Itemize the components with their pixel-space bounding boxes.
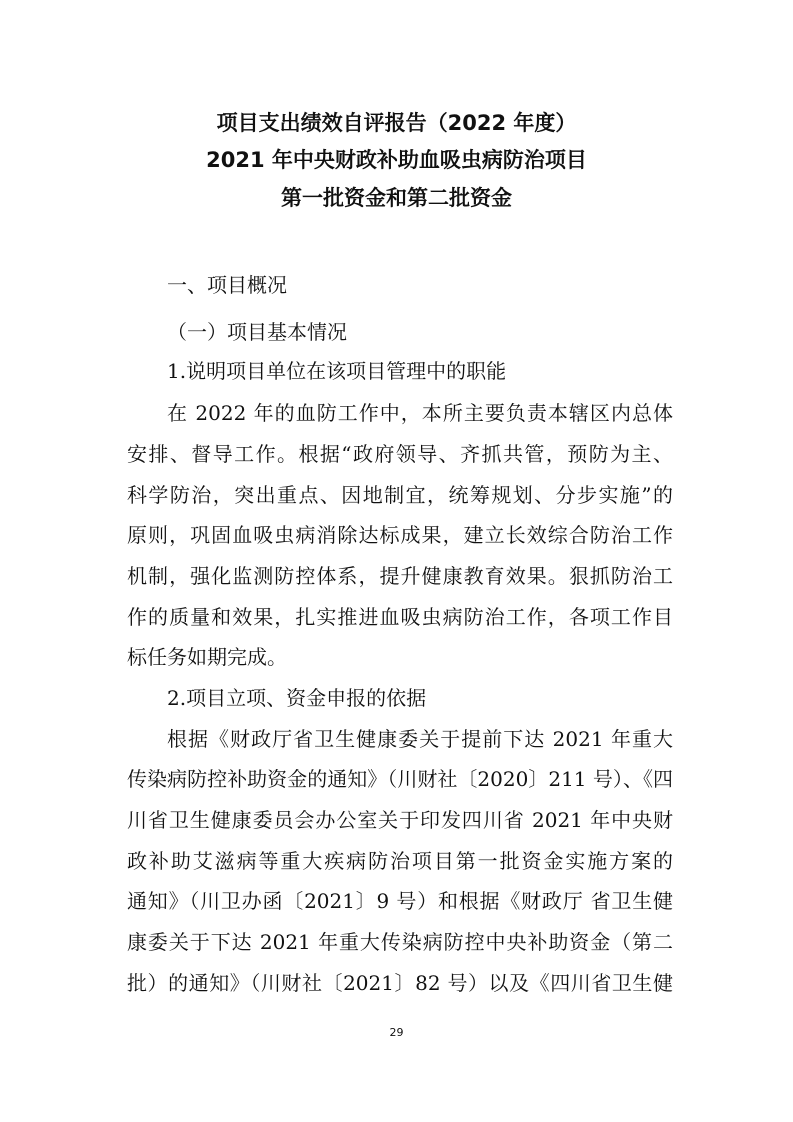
body-text-line: 作的质量和效果，扎实推进血吸虫病防治工作，各项工作目: [127, 605, 673, 629]
body-text-line: 通知》（川卫办函〔2021〕9 号）和根据《财政厅 省卫生健: [127, 889, 673, 913]
body-text-line: 康委关于下达 2021 年重大传染病防控中央补助资金（第二: [127, 930, 673, 954]
subsection-heading-basic-info: （一）项目基本情况: [167, 320, 347, 344]
item-heading-unit-function: 1.说明项目单位在该项目管理中的职能: [167, 359, 507, 383]
item-heading-basis: 2.项目立项、资金申报的依据: [167, 686, 427, 710]
report-title-line-2: 2021 年中央财政补助血吸虫病防治项目: [206, 148, 587, 172]
report-title-line-3: 第一批资金和第二批资金: [281, 186, 512, 210]
body-text-line: 传染病防控补助资金的通知》（川财社〔2020〕211 号）、《四: [127, 767, 673, 791]
body-text-line: 根据《财政厅省卫生健康委关于提前下达 2021 年重大: [167, 727, 673, 751]
body-text-line: 在 2022 年的血防工作中，本所主要负责本辖区内总体: [167, 401, 673, 425]
body-text-line: 批）的通知》（川财社〔2021〕82 号）以及《四川省卫生健: [127, 971, 673, 995]
body-text-line: 机制，强化监测防控体系，提升健康教育效果。狠抓防治工: [127, 564, 673, 588]
body-text-line: 川省卫生健康委员会办公室关于印发四川省 2021 年中央财: [127, 808, 673, 832]
body-text-line: 原则，巩固血吸虫病消除达标成果，建立长效综合防治工作: [127, 523, 673, 547]
body-text-line: 安排、督导工作。根据“政府领导、齐抓共管，预防为主、: [127, 442, 673, 466]
report-title-line-1: 项目支出绩效自评报告（2022 年度）: [216, 111, 577, 135]
page-number: 29: [389, 1026, 404, 1039]
section-heading-project-overview: 一、项目概况: [167, 273, 287, 297]
body-text-line: 政补助艾滋病等重大疾病防治项目第一批资金实施方案的: [127, 849, 673, 873]
body-text-line: 标任务如期完成。: [127, 645, 287, 669]
body-text-line: 科学防治，突出重点、因地制宜，统筹规划、分步实施”的: [127, 483, 673, 507]
